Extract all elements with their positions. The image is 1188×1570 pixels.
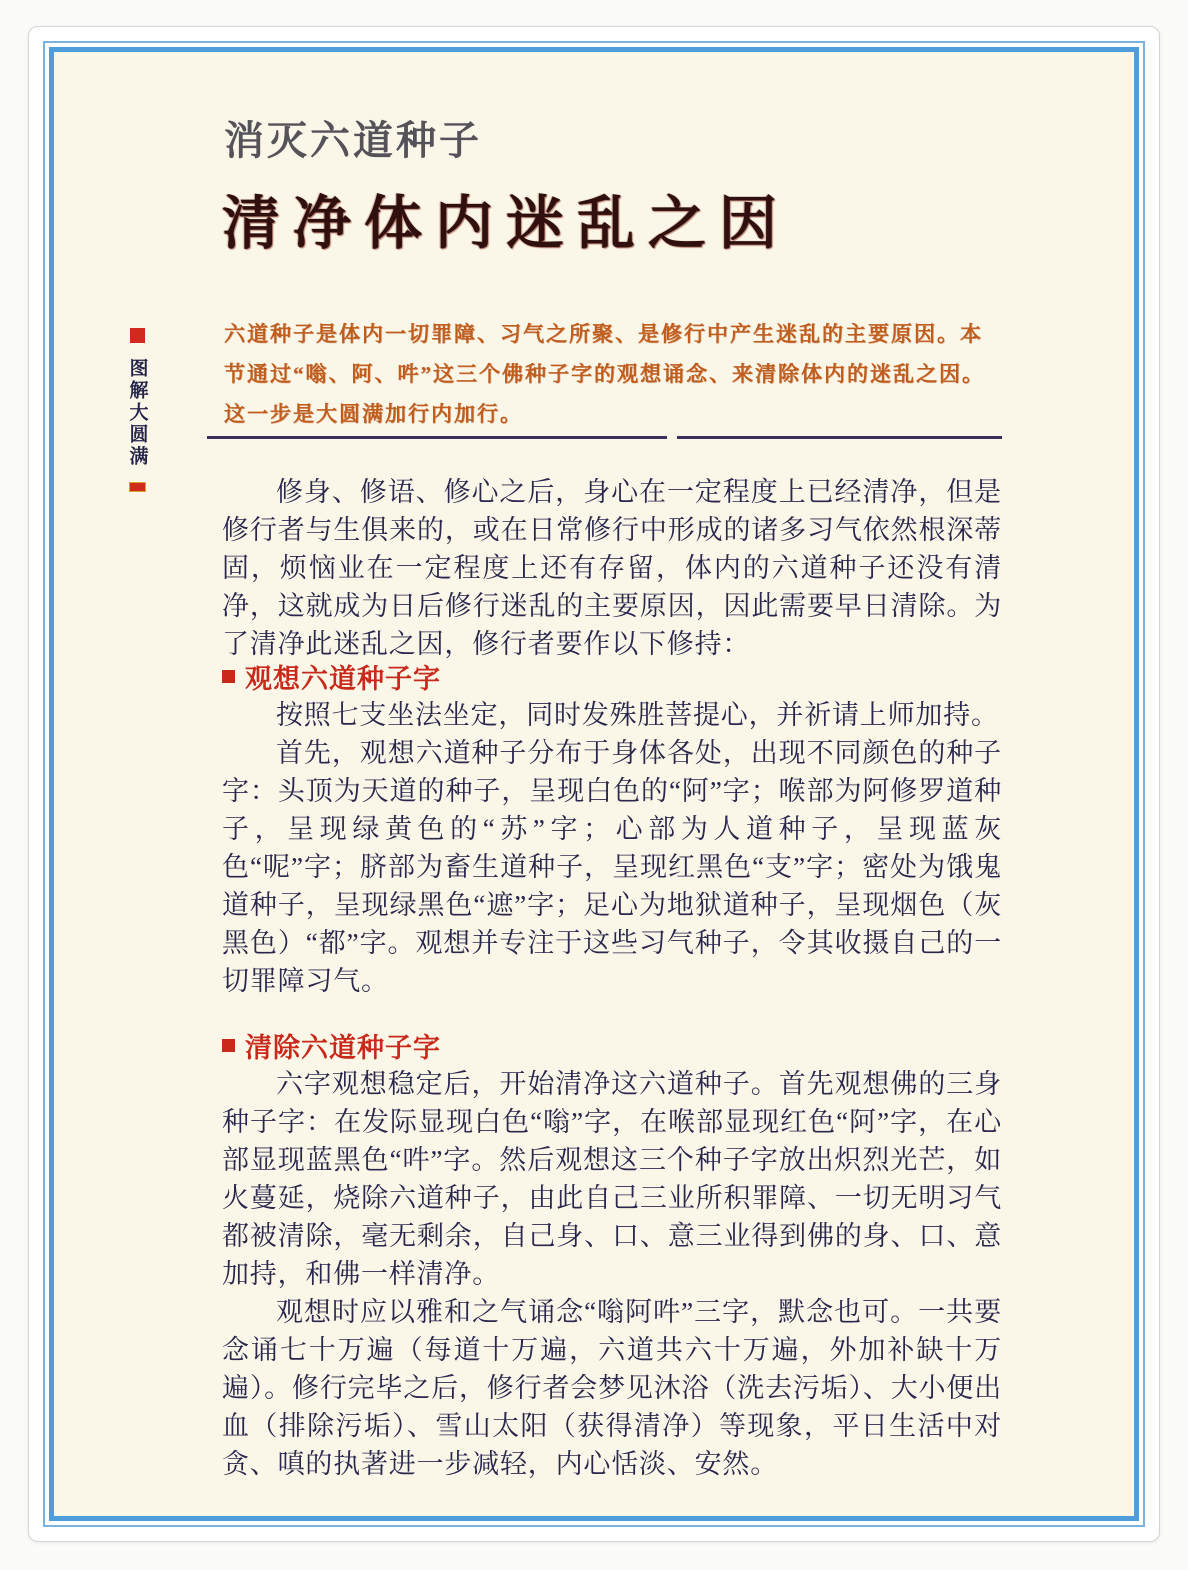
section-paragraph: 按照七支坐法坐定，同时发殊胜菩提心，并祈请上师加持。 <box>276 700 999 730</box>
intro-summary: 六道种子是体内一切罪障、习气之所聚、是修行中产生迷乱的主要原因。本节通过“嗡、阿、吽”这三个佛种子字的观想诵念、来清除体内的迷乱之因。这一步是大圆满加行内加行。 <box>224 322 985 426</box>
section-divider <box>207 436 1002 439</box>
page-content-area <box>49 47 1139 1521</box>
page-title: 清净体内迷乱之因 <box>222 191 791 256</box>
section-heading-label: 观想六道种子字 <box>245 663 441 694</box>
red-square-bullet-icon <box>222 1039 235 1052</box>
red-seal-small-icon <box>130 483 145 491</box>
section-paragraph: 首先，观想六道种子分布于身体各处，出现不同颜色的种子字：头顶为天道的种子，呈现白色的“阿”字；喉部为阿修罗道种子，呈现绿黄色的“苏”字；心部为人道种子，呈现蓝灰色“呢”字；脐部为畜生道种子，呈现红黑色“支”字；密处为饿鬼道种子，呈现绿黑色“遮”字；足心为地狱道种子，呈现烟色（灰黑色）“都”字。观想并专注于这些习气种子，令其收摄自己的一切罪障习气。 <box>222 738 1002 996</box>
section-paragraph: 六字观想稳定后，开始清净这六道种子。首先观想佛的三身种子字：在发际显现白色“嗡”字，在喉部显现红色“阿”字，在心部显现蓝黑色“吽”字。然后观想这三个种子字放出炽烈光芒，如火蔓延，烧除六道种子，由此自己三业所积罪障、一切无明习气都被清除，毫无剩余，自己身、口、意三业得到佛的身、口、意加持，和佛一样清净。 <box>222 1069 1002 1289</box>
red-seal-icon <box>130 328 145 343</box>
red-square-bullet-icon <box>222 670 235 683</box>
book-title-vertical: 图解大圆满 <box>126 358 148 468</box>
divider-segment-right <box>677 436 1002 439</box>
section-paragraph: 观想时应以雅和之气诵念“嗡阿吽”三字，默念也可。一共要念诵七十万遍（每道十万遍，六道共六十万遍，外加补缺十万遍）。修行完毕之后，修行者会梦见沐浴（洗去污垢）、大小便出血（排除污垢）、雪山太阳（获得清净）等现象，平日生活中对贪、嗔的执著进一步减轻，内心恬淡、安然。 <box>222 1297 1002 1479</box>
page-card <box>28 26 1160 1542</box>
book-spine-column <box>122 328 152 491</box>
section-heading-label: 清除六道种子字 <box>245 1032 441 1063</box>
lead-paragraph: 修身、修语、修心之后，身心在一定程度上已经清净，但是修行者与生俱来的，或在日常修行中形成的诸多习气依然根深蒂固，烦恼业在一定程度上还有存留，体内的六道种子还没有清净，这就成为日后修行迷乱的主要原因，因此需要早日清除。为了清净此迷乱之因，修行者要作以下修持： <box>222 477 1002 659</box>
chapter-kicker: 消灭六道种子 <box>224 119 482 163</box>
section-heading-clear-seeds <box>222 1028 1002 1062</box>
divider-segment-left <box>207 436 667 439</box>
divider-gap <box>667 436 677 439</box>
section-heading-visualize-seeds <box>222 659 1002 693</box>
main-text-column <box>222 52 1002 1483</box>
